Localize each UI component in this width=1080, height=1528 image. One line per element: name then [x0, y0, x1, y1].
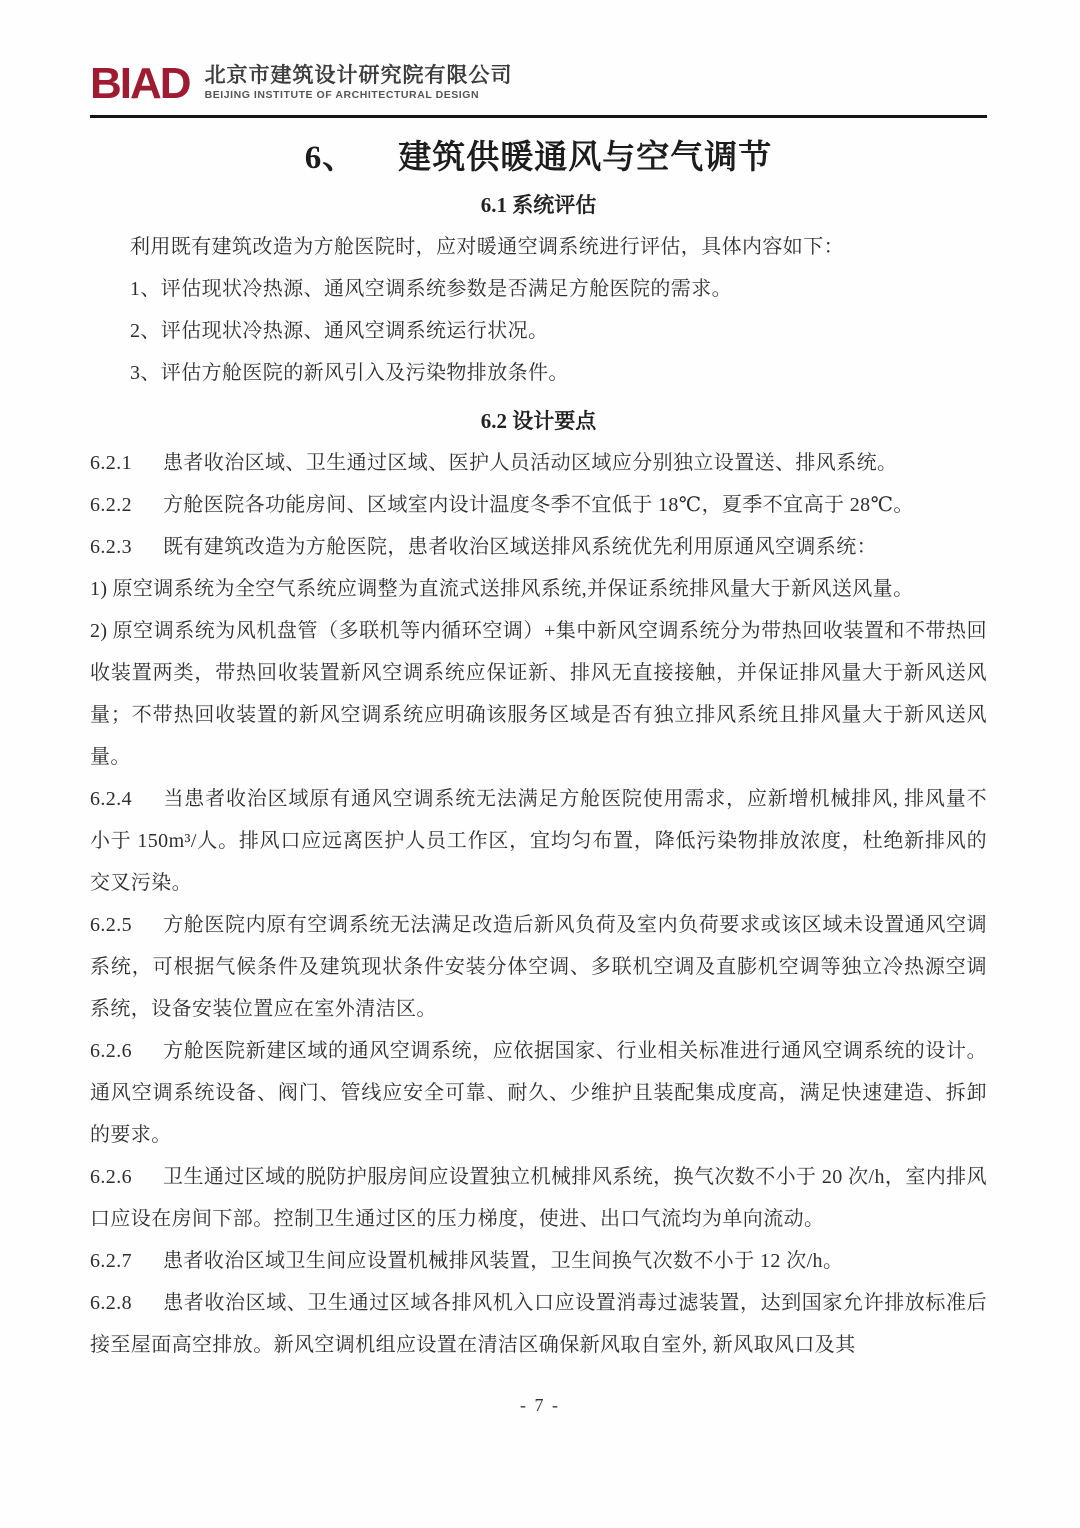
clause-paragraph	[90, 778, 987, 904]
company-name-block	[205, 62, 513, 103]
clause-paragraph	[90, 442, 987, 484]
clause-text: 方舱医院各功能房间、区域室内设计温度冬季不宜低于 18℃，夏季不宜高于 28℃。	[163, 494, 914, 516]
page-header	[90, 0, 987, 118]
title-text: 建筑供暖通风与空气调节	[398, 140, 773, 176]
clause-number: 1)	[90, 578, 108, 600]
clause-number: 6.2.1	[90, 452, 132, 474]
clause-text: 患者收治区域卫生间应设置机械排风装置，卫生间换气次数不小于 12 次/h。	[163, 1250, 844, 1272]
clause-paragraph	[90, 568, 987, 610]
company-name-en: BEIJING INSTITUTE OF ARCHITECTURAL DESIGN	[204, 89, 480, 101]
clause-paragraph	[90, 1030, 987, 1156]
clause-text: 原空调系统为全空气系统应调整为直流式送排风系统,并保证系统排风量大于新风送风量。	[112, 578, 914, 600]
clause-paragraph	[90, 484, 987, 526]
clause-number: 6.2.8	[90, 1292, 132, 1314]
title-number: 6、	[304, 140, 357, 176]
section-6-1-body	[90, 226, 987, 394]
clause-number: 6.2.6	[90, 1040, 132, 1062]
clause-text: 当患者收治区域原有通风空调系统无法满足方舱医院使用需求，应新增机械排风, 排风量不小于 150m³/人。排风口应远离医护人员工作区，宜均匀布置，降低污染物排放浓度，杜绝新排风的交叉污染。	[90, 788, 987, 894]
company-name-cn: 北京市建筑设计研究院有限公司	[204, 64, 513, 87]
clause-paragraph	[90, 1282, 987, 1366]
page-title	[90, 138, 987, 178]
clause-paragraph	[90, 904, 987, 1030]
clause-text: 患者收治区域、卫生通过区域、医护人员活动区域应分别独立设置送、排风系统。	[163, 452, 898, 474]
clause-text: 卫生通过区域的脱防护服房间应设置独立机械排风系统，换气次数不小于 20 次/h，室内排风口应设在房间下部。控制卫生通过区的压力梯度，使进、出口气流均为单向流动。	[90, 1166, 987, 1230]
clause-number: 6.2.4	[90, 788, 132, 810]
biad-logo: BIAD	[90, 59, 190, 108]
clause-number: 2)	[90, 620, 108, 642]
clause-number: 6.2.6	[90, 1166, 132, 1188]
section-heading-6-2: 6.2 设计要点	[480, 409, 597, 433]
section-heading-6-1: 6.1 系统评估	[480, 193, 597, 217]
intro-paragraph: 利用既有建筑改造为方舱医院时，应对暖通空调系统进行评估，具体内容如下：	[130, 236, 844, 258]
clauses	[90, 442, 987, 1366]
clause-paragraph	[90, 1240, 987, 1282]
list-item: 3、评估方舱医院的新风引入及污染物排放条件。	[130, 362, 569, 384]
clause-number: 6.2.5	[90, 914, 132, 936]
clause-text: 方舱医院新建区域的通风空调系统，应依据国家、行业相关标准进行通风空调系统的设计。通风空调系统设备、阀门、管线应安全可靠、耐久、少维护且装配集成度高，满足快速建造、拆卸的要求。	[90, 1040, 987, 1146]
clause-paragraph	[90, 526, 987, 568]
page-number: - 7 -	[520, 1395, 560, 1415]
clause-text: 原空调系统为风机盘管（多联机等内循环空调）+集中新风空调系统分为带热回收装置和不带热回收装置两类，带热回收装置新风空调系统应保证新、排风无直接接触，并保证排风量大于新风送风量；不带热回收装置的新风空调系统应明确该服务区域是否有独立排风系统且排风量大于新风送风量。	[90, 620, 987, 768]
clause-text: 既有建筑改造为方舱医院，患者收治区域送排风系统优先利用原通风空调系统：	[163, 536, 877, 558]
clause-number: 6.2.2	[90, 494, 132, 516]
list-item: 1、评估现状冷热源、通风空调系统参数是否满足方舱医院的需求。	[130, 278, 732, 300]
clause-number: 6.2.7	[90, 1250, 132, 1272]
list-item: 2、评估现状冷热源、通风空调系统运行状况。	[130, 320, 549, 342]
clause-paragraph	[90, 610, 987, 778]
clause-number: 6.2.3	[90, 536, 132, 558]
clause-text: 方舱医院内原有空调系统无法满足改造后新风负荷及室内负荷要求或该区域未设置通风空调系统，可根据气候条件及建筑现状条件安装分体空调、多联机空调及直膨机空调等独立冷热源空调系统，设备安装位置应在室外清洁区。	[90, 914, 987, 1020]
clause-text: 患者收治区域、卫生通过区域各排风机入口应设置消毒过滤装置，达到国家允许排放标准后接至屋面高空排放。新风空调机组应设置在清洁区确保新风取自室外, 新风取风口及其	[90, 1292, 987, 1356]
clause-paragraph	[90, 1156, 987, 1240]
